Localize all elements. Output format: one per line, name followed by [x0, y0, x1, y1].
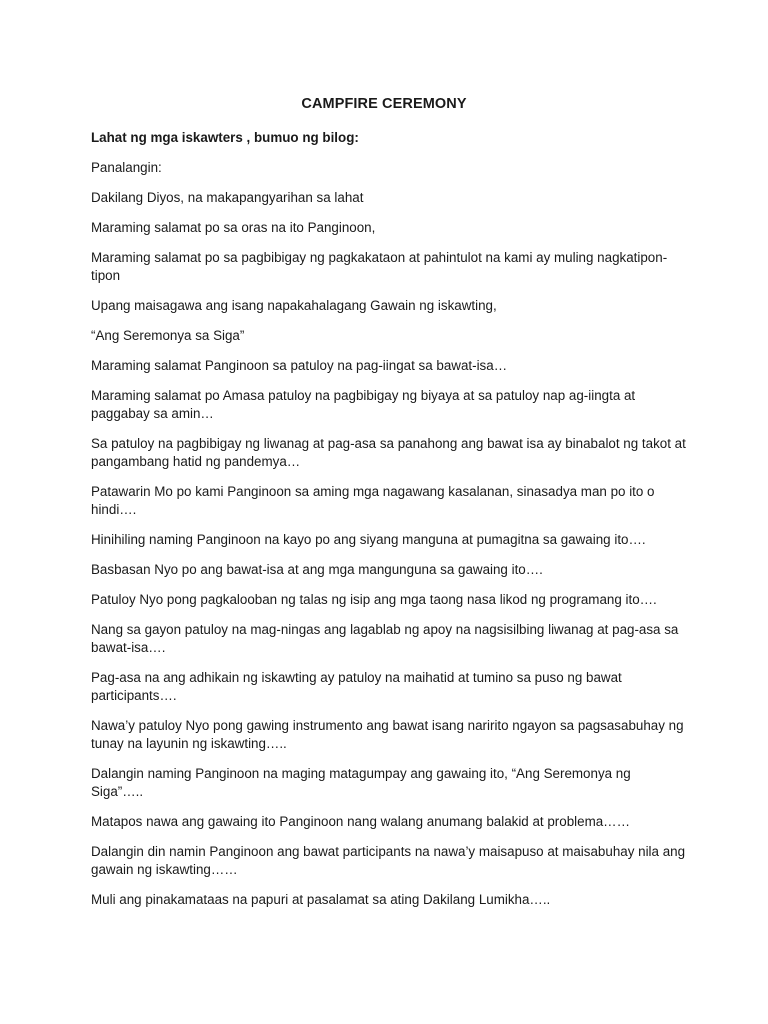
prayer-line: Pag-asa na ang adhikain ng iskawting ay patuloy na maihatid at tumino sa puso ng bawat participants….	[91, 670, 622, 703]
prayer-line: Maraming salamat Panginoon sa patuloy na pag-iingat sa bawat-isa…	[91, 358, 508, 373]
prayer-line: Patawarin Mo po kami Panginoon sa aming mga nagawang kasalanan, sinasadya man po ito o hindi….	[91, 484, 655, 517]
prayer-line: Maraming salamat po Amasa patuloy na pagbibigay ng biyaya at sa patuloy nap ag-iingta at paggabay sa amin…	[91, 388, 636, 421]
prayer-line: Dalangin din namin Panginoon ang bawat participants na nawa’y maisapuso at maisabuhay nila ang gawain ng iskawting……	[91, 844, 686, 877]
prayer-line: Maraming salamat po sa oras na ito Panginoon,	[91, 220, 376, 235]
prayer-line: Basbasan Nyo po ang bawat-isa at ang mga mangunguna sa gawaing ito….	[91, 562, 543, 577]
document-body	[91, 129, 686, 921]
prayer-line: Nawa’y patuloy Nyo pong gawing instrumento ang bawat isang naririto ngayon sa pagsasabuhay ng tunay na layunin ng iskawting…..	[91, 718, 684, 751]
prayer-line: Matapos nawa ang gawaing ito Panginoon nang walang anumang balakid at problema……	[91, 814, 630, 829]
prayer-line: Sa patuloy na pagbibigay ng liwanag at pag-asa sa panahong ang bawat isa ay binabalot ng takot at pangambang hatid ng pandemya…	[91, 436, 686, 469]
prayer-line: Upang maisagawa ang isang napakahalagang Gawain ng iskawting,	[91, 298, 497, 313]
prayer-line: Nang sa gayon patuloy na mag-ningas ang lagablab ng apoy na nagsisilbing liwanag at pag-asa sa bawat-isa….	[91, 622, 679, 655]
document-title: CAMPFIRE CEREMONY	[301, 96, 467, 112]
prayer-line: Muli ang pinakamataas na papuri at pasalamat sa ating Dakilang Lumikha…..	[91, 892, 551, 907]
prayer-line: “Ang Seremonya sa Siga”	[91, 328, 245, 343]
prayer-line: Hinihiling naming Panginoon na kayo po ang siyang manguna at pumagitna sa gawaing ito….	[91, 532, 646, 547]
instruction-text: Lahat ng mga iskawters , bumuo ng bilog:	[91, 130, 359, 145]
prayer-line: Dalangin naming Panginoon na maging matagumpay ang gawaing ito, “Ang Seremonya ng Siga”…..	[91, 766, 631, 799]
prayer-line: Patuloy Nyo pong pagkalooban ng talas ng isip ang mga taong nasa likod ng programang ito….	[91, 592, 657, 607]
prayer-heading: Panalangin:	[91, 160, 162, 175]
prayer-line: Dakilang Diyos, na makapangyarihan sa lahat	[91, 190, 364, 205]
prayer-line: Maraming salamat po sa pagbibigay ng pagkakataon at pahintulot na kami ay muling nagkatipon-tipon	[91, 250, 668, 283]
